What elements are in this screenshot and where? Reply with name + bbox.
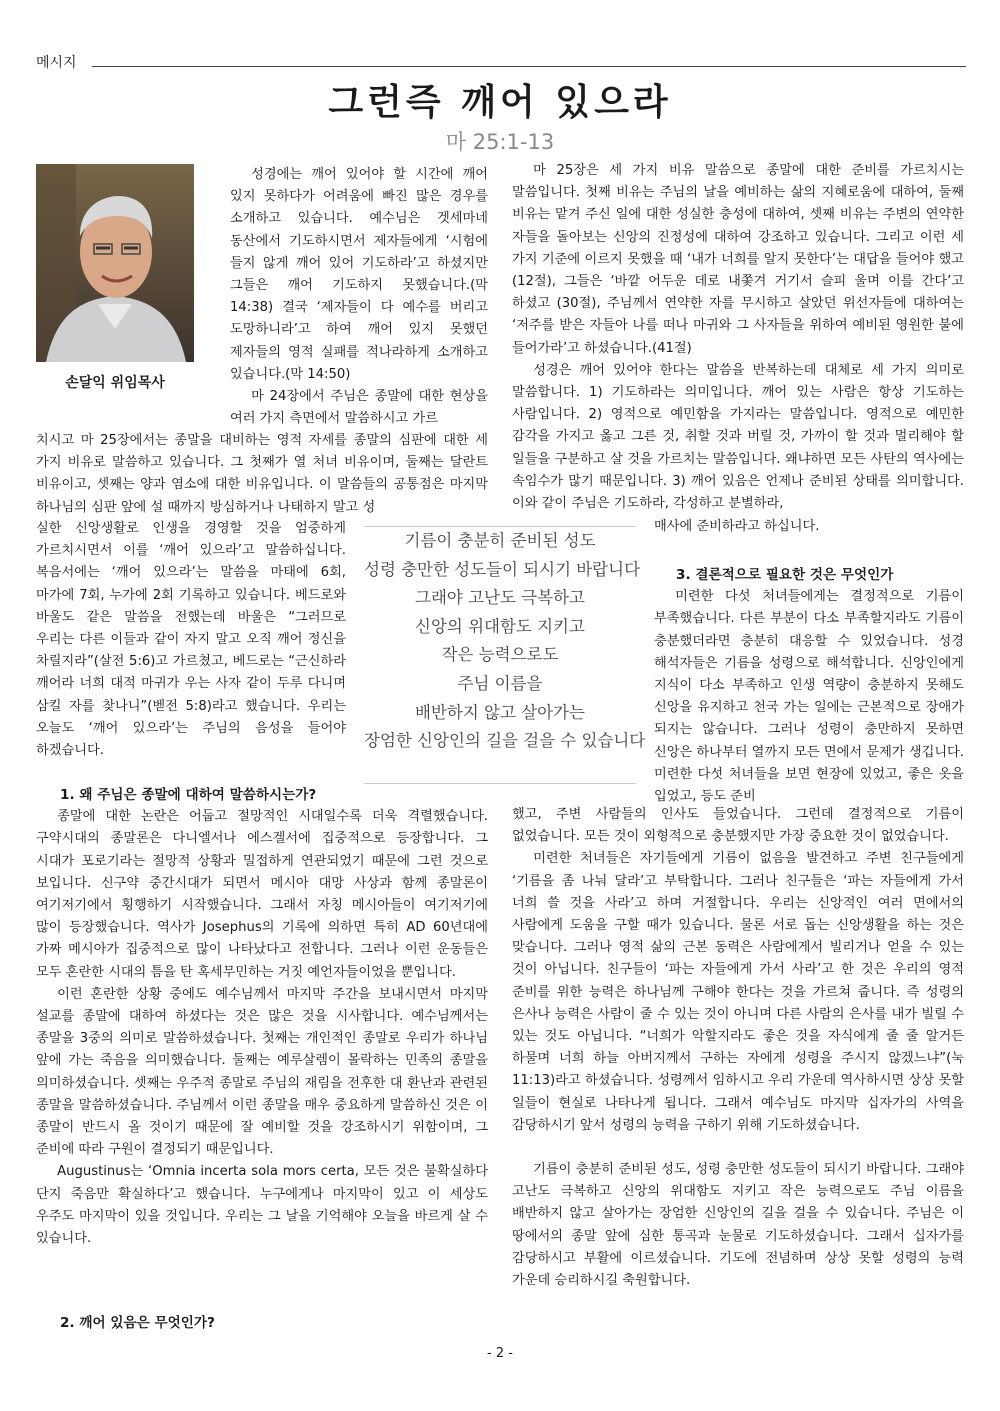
pull-quote-line: 주님 이름을 [457,673,543,693]
intro-paragraph-2-start: 마 24장에서 주님은 종말에 대한 현상을 여러 가지 측면에서 말씀하시고 가르 [230,389,488,427]
page-title: 그런즉 깨어 있으라 [328,82,672,123]
section-label: 메시지 [36,55,77,71]
section-3-paragraph-3: 기름이 충분히 준비된 성도, 성령 충만한 성도들이 되시기 바랍니다. 그래야 고난도 극복하고 신앙의 위대함도 지키고 작은 능력으로도 주님 이름을 배반하지 않고 살아가는 장엄한 신앙인의 길을 걸을 수 있습니다. 주님은 이 땅에서의 종말 앞에 심한 통곡과 눈물로 기도하셨습니다. 그래서 십자가를 감당하시고 부활에 이르셨습니다. 기도에 전념하며 상상 못할 성령의 능력 가운데 승리하시길 축원합니다. [512,1162,964,1289]
section-3-heading: 3. 결론적으로 필요한 것은 무엇인가 [676,567,894,583]
intro-paragraph-1: 성경에는 깨어 있어야 할 시간에 깨어 있지 못하다가 어려움에 빠진 많은 경우를 소개하고 있습니다. 예수님은 겟세마네 동산에서 기도하시면서 제자들에게 ‘시험에 들지 않게 깨어 있어 기도하라’고 하셨지만 그들은 깨어 기도하지 못했습니다.(막 14:38) 결국 ‘제자들이 다 예수를 버리고 도망하니라’고 하여 깨어 있지 못했던 제자들의 영적 실패를 적나라하게 소개하고 있습니다.(막 14:50) [230,167,488,382]
pull-quote-line: 기름이 충분히 준비된 성도 [404,531,596,550]
author-photo [36,164,194,362]
pull-quote-line: 장엄한 신앙인의 길을 걸을 수 있습니다 [364,731,646,751]
pull-quote-line: 배반하지 않고 살아가는 [415,702,585,722]
pull-quote-line: 성령 충만한 성도들이 되시기 바랍니다 [364,559,641,579]
section-2-paragraph-2-end: 매사에 준비하라고 하십니다. [654,519,820,534]
section-1-heading: 1. 왜 주님은 종말에 대하여 말씀하시는가? [60,787,317,803]
header-rule [92,66,966,67]
section-2-end [654,516,964,538]
scripture-reference: 마 25:1-13 [445,130,555,154]
intro-paragraph-2-end: 실한 신앙생활로 인생을 경영할 것을 엄중하게 가르치시면서 이를 ‘깨어 있으라’고 말씀하십니다. 복음서에는 ‘깨어 있으라’는 말씀을 마태에 6회, 마가에 7회, 누가에 2회 기록하고 있습니다. 베드로와 바울도 같은 말씀을 전했는데 바울은 “그러므로 우리는 다른 이들과 같이 자지 말고 오직 깨어 정신을 차릴지라”(살전 5:6)고 가르쳤고, 베드로는 “근신하라 깨어라 너희 대적 마귀가 우는 사자 같이 두루 다니며 삼킬 자를 찾나니”(벧전 5:8)라고 했습니다. 우리는 오늘도 ‘깨어 있으라’는 주님의 음성을 들어야 하겠습니다. [36,521,346,759]
pull-quote-line: 작은 능력으로도 [441,645,559,665]
pull-quote-line: 그래야 고난도 극복하고 [415,588,585,608]
intro-block-callout-side [36,518,346,762]
page-number: - 2 - [487,1346,513,1361]
section-1 [36,784,488,1250]
section-2-paragraph-1: 마 25장은 세 가지 비유 말씀으로 종말에 대한 준비를 가르치시는 말씀입니다. 첫째 비유는 주님의 날을 예비하는 삶의 지혜로움에 대하여, 둘째 비유는 맡겨 주신 일에 대한 성실한 충성에 대하여, 셋째 비유는 주변의 연약한 자들을 돌아보는 신앙의 진정성에 대하여 강조하고 있습니다. 그리고 이런 세 가지 기준에 이르지 못했을 때 ‘내가 너희를 알지 못한다’는 대답을 들어야 했고(12절), 그들은 ‘바깥 어두운 데로 내쫓겨 거기서 슬피 울며 이를 간다’고 하셨고 (30절), 주님께서 연약한 자를 무시하고 살았던 위선자들에 대하여는 ‘저주를 받은 자들아 나를 떠나 마귀와 그 사자들을 위하여 예비된 영원한 불에 들어가라’고 하셨습니다.(41절) [512,163,964,356]
section-3-narrow [654,564,964,808]
section-2-body [512,160,964,515]
pull-quote-line: 신앙의 위대함도 지키고 [415,616,585,636]
author-caption: 손달익 위임목사 [65,375,165,391]
section-3-paragraph-1: 미련한 다섯 처녀들에게는 결정적으로 기름이 부족했습니다. 다른 부분이 다소 부족할지라도 기름이 충분했더라면 충분히 대응할 수 있었습니다. 성경 해석자들은 기름을 성령으로 해석합니다. 신앙인에게 지식이 다소 부족하고 인생 역량이 충분하지 못해도 신앙을 유지하고 천국 가는 일에는 근본적으로 장애가 되지는 않습니다. 그러나 성령이 충만하지 못하면 신앙은 하나부터 열까지 모든 면에서 문제가 생깁니다. 미련한 다섯 처녀들을 보면 현장에 있었고, 좋은 옷을 입었고, 등도 준비 [654,589,964,805]
section-3-wide [512,804,964,1292]
section-1-paragraph-1: 종말에 대한 논란은 어둡고 절망적인 시대일수록 더욱 격렬했습니다. 구약시대의 종말론은 다니엘서나 에스겔서에 집중적으로 등장합니다. 그 시대가 포로기라는 절망적 상황과 밀접하게 연관되었기 때문에 그런 것으로 보입니다. 신구약 중간시대가 되면서 메시아 대망 사상과 함께 종말론이 여기저기에서 횡행하기 시작했습니다. 그래서 자칭 메시아들이 여기저기에 많이 등장했습니다. 역사가 Josephus의 기록에 의하면 특히 AD 60년대에 가짜 메시아가 집중적으로 많이 나타났다고 전합니다. 그러나 이런 운동들은 모두 혼란한 시대의 틈을 탄 혹세무민하는 거짓 예언자들이었을 뿐입니다. [36,809,488,980]
section-1-paragraph-3: Augustinus는 ‘Omnia incerta sola mors certa, 모든 것은 불확실하다 단지 죽음만 확실하다’고 했습니다. 누구에게나 마지막이 있고 이 세상도 우주도 마지막이 있을 것입니다. 우리는 그 날을 기억해야 오늘을 바르게 살 수 있습니다. [36,1164,488,1247]
intro-block-wide [36,430,488,519]
section-2-paragraph-2: 성경은 깨어 있어야 한다는 말씀을 반복하는데 대체로 세 가지 의미로 말씀합니다. 1) 기도하라는 의미입니다. 깨어 있는 사람은 항상 기도하는 사람입니다. 2) 영적으로 예민함을 가지라는 말씀입니다. 영적으로 예민한 감각을 가지고 옳고 그른 것, 취할 것과 버릴 것, 가까이 할 것과 멀리해야 할 일들을 구분하고 살 것을 가르치는 말씀입니다. 왜냐하면 모든 사탄의 역사에는 속임수가 많기 때문입니다. 3) 깨어 있음은 언제나 준비된 상태를 의미합니다. 이와 같이 주님은 기도하라, 각성하고 분별하라, [512,362,964,512]
section-1-paragraph-2: 이런 혼란한 상황 중에도 예수님께서 마지막 주간을 보내시면서 마지막 설교를 종말에 대하여 하셨다는 것은 많은 것을 시사합니다. 예수님께서는 종말을 3중의 의미로 말씀하셨습니다. 첫째는 개인적인 종말로 우리가 하나님 앞에 가는 죽음을 의미했습니다. 둘째는 예루살렘이 몰락하는 민족의 종말을 의미하셨습니다. 셋째는 우주적 종말로 주님의 재림을 전후한 대 환난과 관련된 종말을 말씀하셨습니다. 주님께서 이런 종말을 매우 중요하게 말씀하신 것은 이 종말이 반드시 올 것이기 때문에 잘 예비할 것을 강조하시기 위함이며, 그 준비에 따라 구원이 결정되기 때문입니다. [36,986,488,1158]
section-3-paragraph-1-end: 했고, 주변 사람들의 인사도 들었습니다. 그런데 결정적으로 기름이 없었습니다. 모든 것이 외형적으로 충분했지만 가장 중요한 것이 없었습니다. [512,807,964,845]
pull-quote [364,526,646,784]
intro-paragraph-2-middle: 치시고 마 25장에서는 종말을 대비하는 영적 자세를 종말의 심판에 대한 세 가지 비유로 말씀하고 있습니다. 그 첫째가 열 처녀 비유이며, 둘째는 달란트 비유이고, 셋째는 양과 염소에 대한 비유입니다. 이 말씀들의 공통점은 마지막 하나님의 심판 앞에 설 때까지 방심하거나 나태하지 말고 성 [36,433,488,515]
section-2-heading-block [36,1312,488,1334]
section-2-heading: 2. 깨어 있음은 무엇인가? [60,1315,215,1331]
section-3-paragraph-2: 미련한 처녀들은 자기들에게 기름이 없음을 발견하고 주변 친구들에게 ‘기름을 좀 나눠 달라’고 부탁합니다. 그러나 친구들은 ‘파는 자들에게 가서 너희 쓸 것을 사라’고 하며 거절합니다. 우리는 신앙적인 여러 면에서의 사람에게 도움을 구할 때가 있습니다. 물론 서로 돕는 신앙생활을 하는 것은 맞습니다. 그러나 영적 삶의 근본 동력은 사람에게서 빌리거나 얻을 수 있는 것이 아닙니다. 친구들이 ‘파는 자들에게 가서 사라’고 한 것은 우리의 영적 준비를 위한 능력은 하나님께 구해야 한다는 것을 가르쳐 줍니다. 즉 성령의 은사나 능력은 사람이 줄 수 있는 것이 아니며 다른 사람의 은사를 내가 빌릴 수 있는 것도 아닙니다. “너희가 악할지라도 좋은 것을 자식에게 줄 줄 알거든 하물며 너희 하늘 아버지께서 구하는 자에게 성령을 주시지 않겠느냐”(눅 11:13)라고 하셨습니다. 성령께서 임하시고 우리 가운데 역사하시면 상상 못할 일들이 현실로 나타나게 됩니다. 그래서 예수님도 마지막 십자가의 사역을 감당하시기 앞서 성령의 능력을 구하기 위해 기도하셨습니다. [512,851,964,1133]
intro-block-narrow [230,164,488,430]
